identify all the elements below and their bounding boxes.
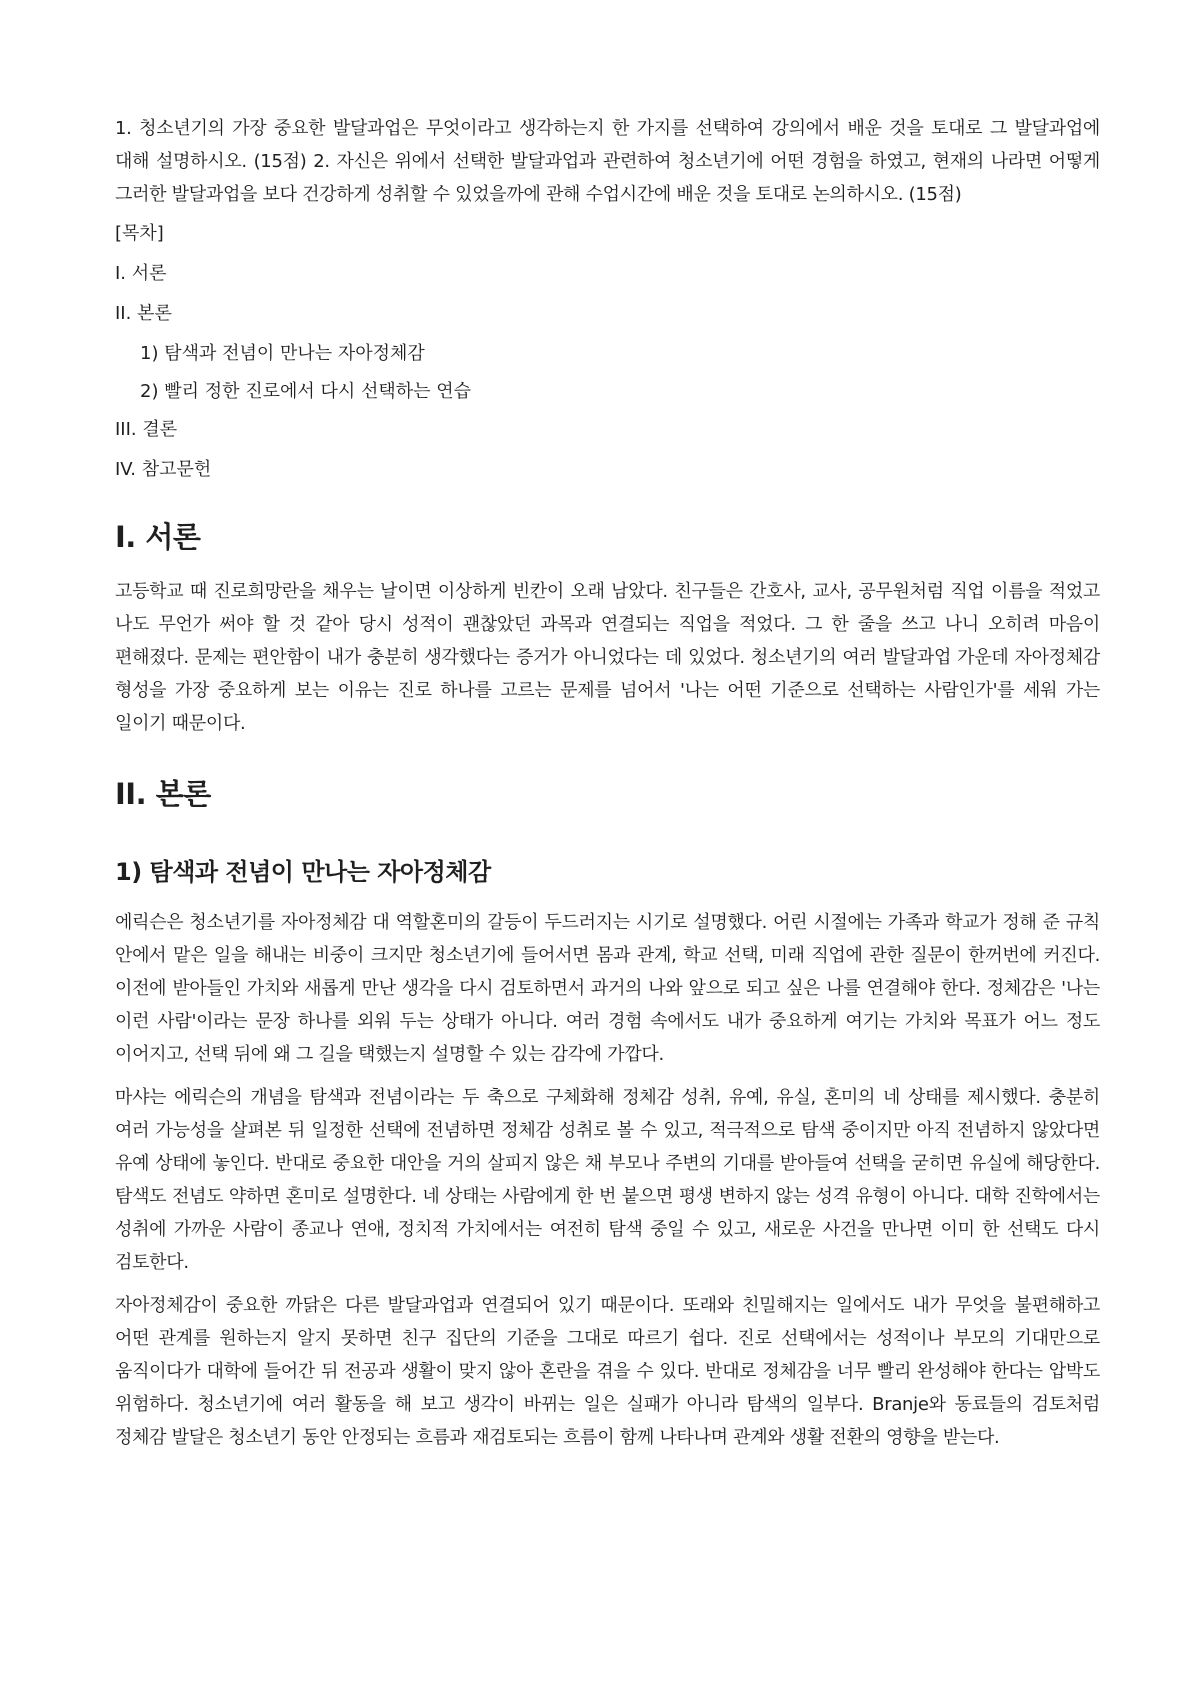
- toc-item-body-sub1: 1) 탐색과 전념이 만나는 자아정체감: [140, 343, 425, 364]
- body-paragraph-marcia: 마샤는 에릭슨의 개념을 탐색과 전념이라는 두 축으로 구체화해 정체감 성취, 유예, 유실, 혼미의 네 상태를 제시했다. 충분히 여러 가능성을 살펴본 뒤 일정한 선택에 전념하면 정체감 성취로 볼 수 있고, 적극적으로 탐색 중이지만 아직 전념하지 않았다면 유예 상태에 놓인다. 반대로 중요한 대안을 거의 살피지 않은 채 부모나 주변의 기대를 받아들여 선택을 굳히면 유실에 해당한다. 탐색도 전념도 약하면 혼미로 설명한다. 네 상태는 사람에게 한 번 붙으면 평생 변하지 않는 성격 유형이 아니다. 대학 진학에서는 성취에 가까운 사람이 종교나 연애, 정치적 가치에서는 여전히 탐색 중일 수 있고, 새로운 사건을 만나면 이미 한 선택도 다시 검토한다.: [115, 1087, 1100, 1273]
- toc-item-references: IV. 참고문헌: [115, 459, 212, 480]
- introduction-paragraph: 고등학교 때 진로희망란을 채우는 날이면 이상하게 빈칸이 오래 남았다. 친구들은 간호사, 교사, 공무원처럼 직업 이름을 적었고 나도 무언가 써야 할 것 같아 당시 성적이 괜찮았던 과목과 연결되는 직업을 적었다. 그 한 줄을 쓰고 나니 오히려 마음이 편해졌다. 문제는 편안함이 내가 충분히 생각했다는 증거가 아니었다는 데 있었다. 청소년기의 여러 발달과업 가운데 자아정체감 형성을 가장 중요하게 보는 이유는 진로 하나를 고르는 문제를 넘어서 '나는 어떤 기준으로 선택하는 사람인가'를 세워 가는 일이기 때문이다.: [115, 581, 1100, 734]
- section-title-introduction: I. 서론: [115, 520, 201, 554]
- toc-item-body: II. 본론: [115, 303, 172, 324]
- subsection-title-identity: 1) 탐색과 전념이 만나는 자아정체감: [115, 858, 491, 886]
- toc-heading: [목차]: [115, 223, 164, 244]
- section-title-body: II. 본론: [115, 777, 211, 811]
- body-paragraph-erikson: 에릭슨은 청소년기를 자아정체감 대 역할혼미의 갈등이 두드러지는 시기로 설명했다. 어린 시절에는 가족과 학교가 정해 준 규칙 안에서 맡은 일을 해내는 비중이 크지만 청소년기에 들어서면 몸과 관계, 학교 선택, 미래 직업에 관한 질문이 한꺼번에 커진다. 이전에 받아들인 가치와 새롭게 만난 생각을 다시 검토하면서 과거의 나와 앞으로 되고 싶은 나를 연결해야 한다. 정체감은 '나는 이런 사람'이라는 문장 하나를 외워 두는 상태가 아니다. 여러 경험 속에서도 내가 중요하게 여기는 가치와 목표가 어느 정도 이어지고, 선택 뒤에 왜 그 길을 택했는지 설명할 수 있는 감각에 가깝다.: [115, 912, 1100, 1065]
- document-page: [115, 112, 1100, 1464]
- toc-item-introduction: I. 서론: [115, 263, 167, 284]
- table-of-contents: [115, 221, 1100, 483]
- body-paragraph-importance: 자아정체감이 중요한 까닭은 다른 발달과업과 연결되어 있기 때문이다. 또래와 친밀해지는 일에서도 내가 무엇을 불편해하고 어떤 관계를 원하는지 알지 못하면 친구 집단의 기준을 그대로 따르기 쉽다. 진로 선택에서는 성적이나 부모의 기대만으로 움직이다가 대학에 들어간 뒤 전공과 생활이 맞지 않아 혼란을 겪을 수 있다. 반대로 정체감을 너무 빨리 완성해야 한다는 압박도 위험하다. 청소년기에 여러 활동을 해 보고 생각이 바뀌는 일은 실패가 아니라 탐색의 일부다. Branje와 동료들의 검토처럼 정체감 발달은 청소년기 동안 안정되는 흐름과 재검토되는 흐름이 함께 나타나며 관계와 생활 전환의 영향을 받는다.: [115, 1295, 1100, 1448]
- toc-item-body-sub2: 2) 빨리 정한 진로에서 다시 선택하는 연습: [140, 381, 472, 402]
- assignment-prompt: 1. 청소년기의 가장 중요한 발달과업은 무엇이라고 생각하는지 한 가지를 선택하여 강의에서 배운 것을 토대로 그 발달과업에 대해 설명하시오. (15점) 2. 자신은 위에서 선택한 발달과업과 관련하여 청소년기에 어떤 경험을 하였고, 현재의 나라면 어떻게 그러한 발달과업을 보다 건강하게 성취할 수 있었을까에 관해 수업시간에 배운 것을 토대로 논의하시오. (15점): [115, 118, 1100, 205]
- toc-item-conclusion: III. 결론: [115, 419, 178, 440]
